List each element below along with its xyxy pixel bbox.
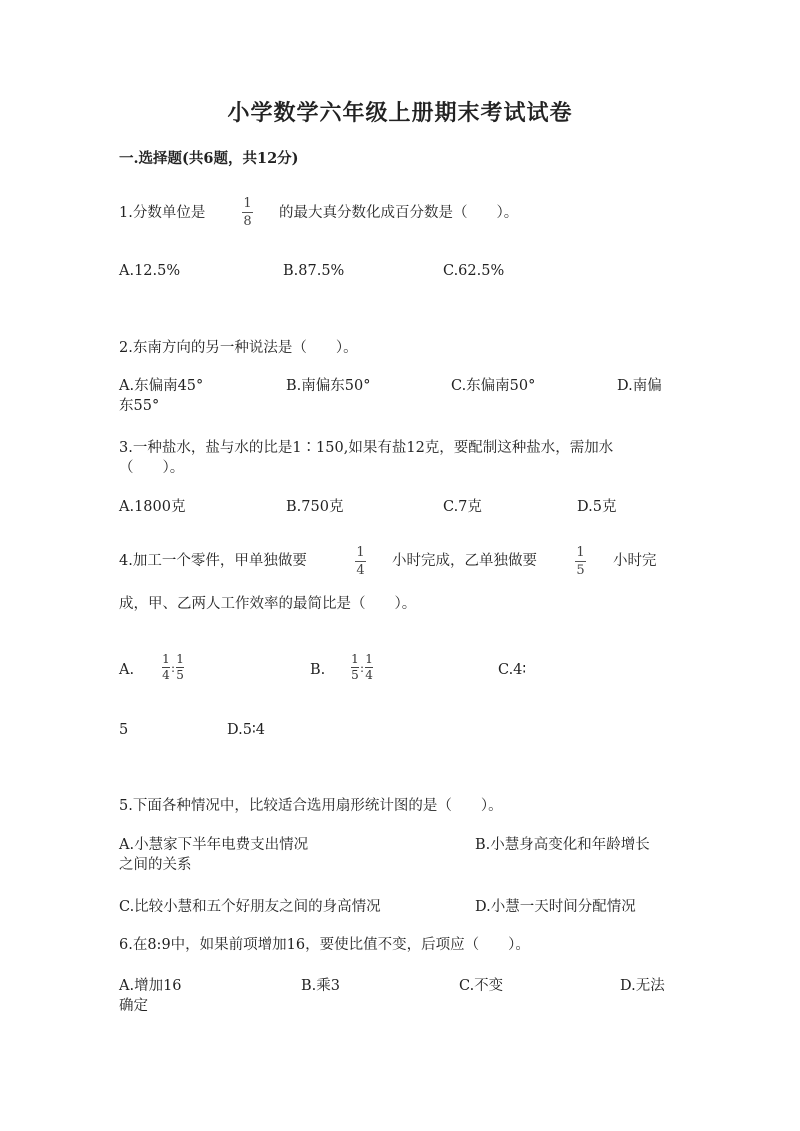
q4-text-line2: 成，甲、乙两人工作效率的最简比是（ ）。 — [119, 596, 417, 612]
q3-option-a: A.1800克 — [119, 499, 186, 515]
q4-b-frac2-num: 1 — [365, 652, 373, 666]
section-heading: 一.选择题(共6题，共12分) — [119, 150, 299, 167]
q4-option-b-label: B. — [310, 662, 326, 678]
q4-b-frac2-den: 4 — [365, 668, 373, 682]
q1-option-c: C.62.5% — [443, 263, 505, 279]
q5-option-a: A.小慧家下半年电费支出情况 — [119, 837, 309, 853]
q4-option-c: C.4∶ — [498, 662, 527, 678]
q1-text-pre: 1.分数单位是 — [119, 205, 206, 221]
q2-option-a: A.东偏南45° — [119, 378, 204, 394]
q1-text-post: 的最大真分数化成百分数是（ ）。 — [279, 205, 519, 221]
q3-option-b: B.750克 — [286, 499, 344, 515]
q5-text: 5.下面各种情况中，比较适合选用扇形统计图的是（ ）。 — [119, 798, 503, 814]
q2-text: 2.东南方向的另一种说法是（ ）。 — [119, 340, 358, 356]
q4-fraction-yi — [575, 545, 586, 578]
q4-option-b-ratio: 1 5 : 1 4 — [351, 652, 373, 682]
q5-option-b: B.小慧身高变化和年龄增长 — [475, 837, 650, 853]
q4-a-frac1-num: 1 — [162, 652, 170, 666]
q2-option-d-wrap: 东55° — [119, 398, 160, 414]
q5-option-b-wrap: 之间的关系 — [119, 857, 192, 873]
q3-option-c: C.7克 — [443, 499, 482, 515]
q6-option-a: A.增加16 — [119, 978, 182, 994]
q2-option-c: C.东偏南50° — [451, 378, 536, 394]
q4-text-pre: 4.加工一个零件，甲单独做要 — [119, 553, 307, 569]
page-title: 小学数学六年级上册期末考试试卷 — [227, 100, 573, 126]
q4-text-mid: 小时完成，乙单独做要 — [392, 553, 537, 569]
q4-option-a-label: A. — [119, 662, 135, 678]
q4-text-post: 小时完 — [613, 553, 657, 569]
q1-fraction-denominator: 8 — [243, 214, 252, 229]
q2-option-b: B.南偏东50° — [286, 378, 371, 394]
q4-b-frac1-num: 1 — [351, 652, 359, 666]
q1-option-b: B.87.5% — [283, 263, 345, 279]
q4-option-d: D.5∶4 — [227, 722, 265, 738]
q4-fraction-jia — [355, 545, 366, 578]
q1-option-a: A.12.5% — [119, 263, 181, 279]
q6-option-c: C.不变 — [459, 978, 504, 994]
q6-option-d-wrap: 确定 — [119, 998, 148, 1014]
q4-option-a-ratio: 1 4 : 1 5 — [162, 652, 184, 682]
q3-option-d: D.5克 — [577, 499, 617, 515]
q2-option-d: D.南偏 — [617, 378, 662, 394]
q5-option-c: C.比较小慧和五个好朋友之间的身高情况 — [119, 899, 381, 915]
q5-option-d: D.小慧一天时间分配情况 — [475, 899, 636, 915]
q1-fraction-numerator: 1 — [243, 196, 252, 211]
q4-option-c-wrap: 5 — [119, 722, 129, 738]
q4-a-frac1-den: 4 — [162, 668, 170, 682]
q6-text: 6.在8:9中，如果前项增加16，要使比值不变，后项应（ ）。 — [119, 937, 530, 953]
q4-fraction-yi-numerator: 1 — [576, 545, 585, 560]
q4-fraction-yi-denominator: 5 — [576, 563, 585, 578]
q4-a-frac2-den: 5 — [176, 668, 184, 682]
q1-fraction — [242, 196, 253, 229]
q4-fraction-jia-denominator: 4 — [356, 563, 365, 578]
q4-a-frac2-num: 1 — [176, 652, 184, 666]
q3-text: 3.一种盐水，盐与水的比是1∶150,如果有盐12克，要配制这种盐水，需加水 — [119, 440, 614, 456]
q3-text-wrap: （ ）。 — [119, 460, 185, 476]
q6-option-d: D.无法 — [620, 978, 665, 994]
q4-fraction-jia-numerator: 1 — [356, 545, 365, 560]
q6-option-b: B.乘3 — [301, 978, 340, 994]
q4-b-frac1-den: 5 — [351, 668, 359, 682]
